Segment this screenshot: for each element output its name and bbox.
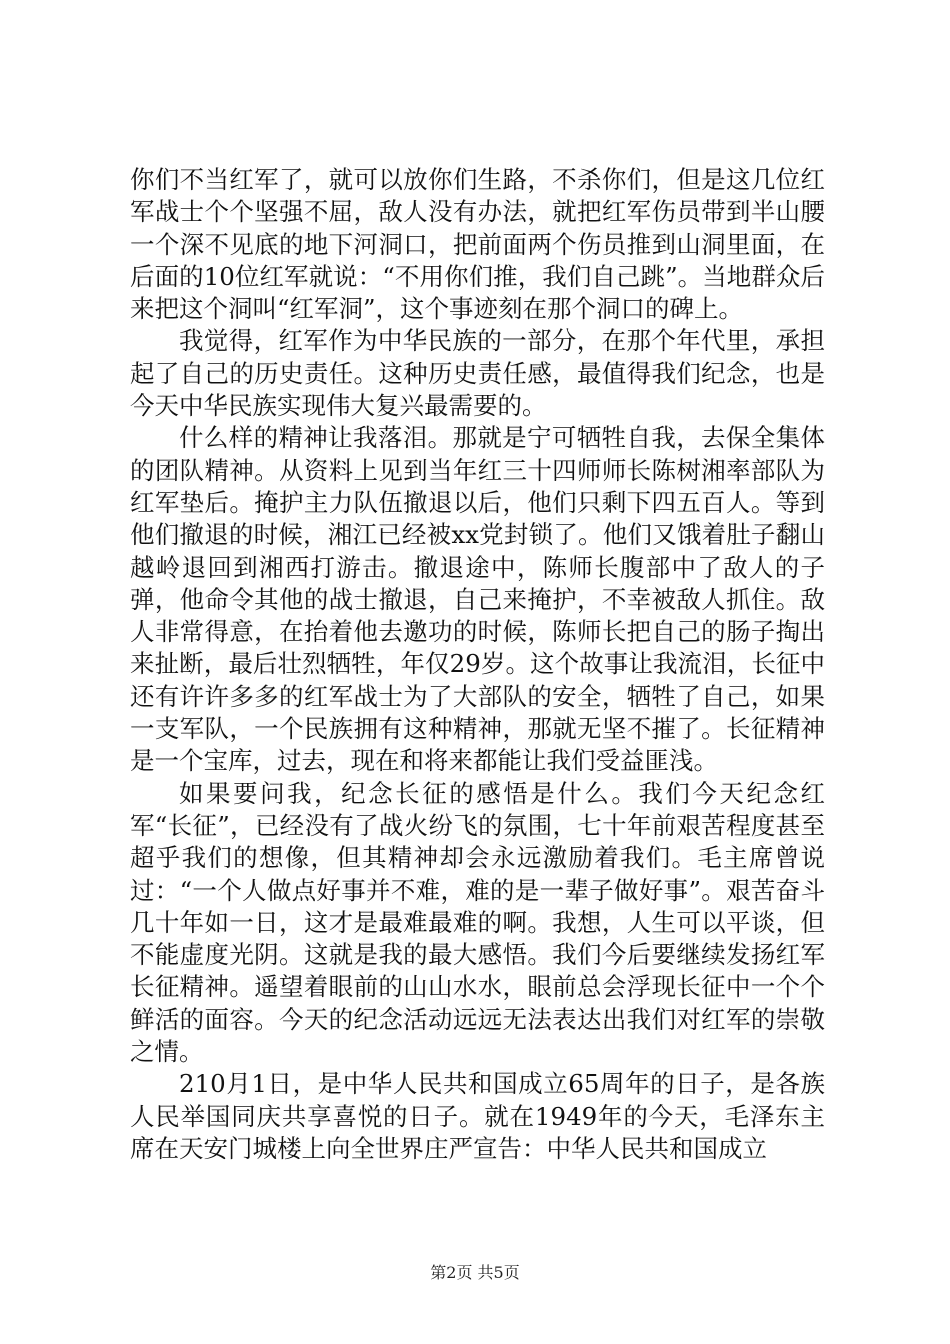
- paragraph: 如果要问我，纪念长征的感悟是什么。我们今天纪念红军“长征”，已经没有了战火纷飞的氛围，七十年前艰苦程度甚至超乎我们的想像，但其精神却会永远激励着我们。毛主席曾说过：“一个人做点好事并不难，难的是一辈子做好事”。艰苦奋斗几十年如一日，这才是最难最难的啊。我想，人生可以平谈，但不能虚度光阴。这就是我的最大感悟。我们今后要继续发扬红军长征精神。遥望着眼前的山山水水，眼前总会浮现长征中一个个鲜活的面容。今天的纪念活动远远无法表达出我们对红军的崇敬之情。: [130, 778, 825, 1067]
- paragraph: 你们不当红军了，就可以放你们生路，不杀你们，但是这几位红军战士个个坚强不屈，敌人没有办法，就把红军伤员带到半山腰一个深不见底的地下河洞口，把前面两个伤员推到山洞里面，在后面的10位红军就说：“不用你们推，我们自己跳”。当地群众后来把这个洞叫“红军洞”，这个事迹刻在那个洞口的碑上。: [130, 165, 825, 324]
- paragraph: 210月1日，是中华人民共和国成立65周年的日子，是各族人民举国同庆共享喜悦的日子。就在1949年的今天，毛泽东主席在天安门城楼上向全世界庄严宣告：中华人民共和国成立: [130, 1069, 825, 1163]
- paragraph: 什么样的精神让我落泪。那就是宁可牺牲自我，去保全集体的团队精神。从资料上见到当年红三十四师师长陈树湘率部队为红军垫后。掩护主力队伍撤退以后，他们只剩下四五百人。等到他们撤退的时候，湘江已经被xx党封锁了。他们又饿着肚子翻山越岭退回到湘西打游击。撤退途中，陈师长腹部中了敌人的子弹，他命令其他的战士撤退，自己来掩护，不幸被敌人抓住。敌人非常得意，在抬着他去邀功的时候，陈师长把自己的肠子掏出来扯断，最后壮烈牺牲，年仅29岁。这个故事让我流泪，长征中还有许许多多的红军战士为了大部队的安全，牺牲了自己，如果一支军队，一个民族拥有这种精神，那就无坚不摧了。长征精神是一个宝库，过去，现在和将来都能让我们受益匪浅。: [130, 423, 825, 776]
- page-footer: 第2页 共5页: [430, 1263, 520, 1282]
- paragraph: 我觉得，红军作为中华民族的一部分，在那个年代里，承担起了自己的历史责任。这种历史责任感，最值得我们纪念，也是今天中华民族实现伟大复兴最需要的。: [130, 326, 825, 421]
- document-body: [130, 164, 825, 1165]
